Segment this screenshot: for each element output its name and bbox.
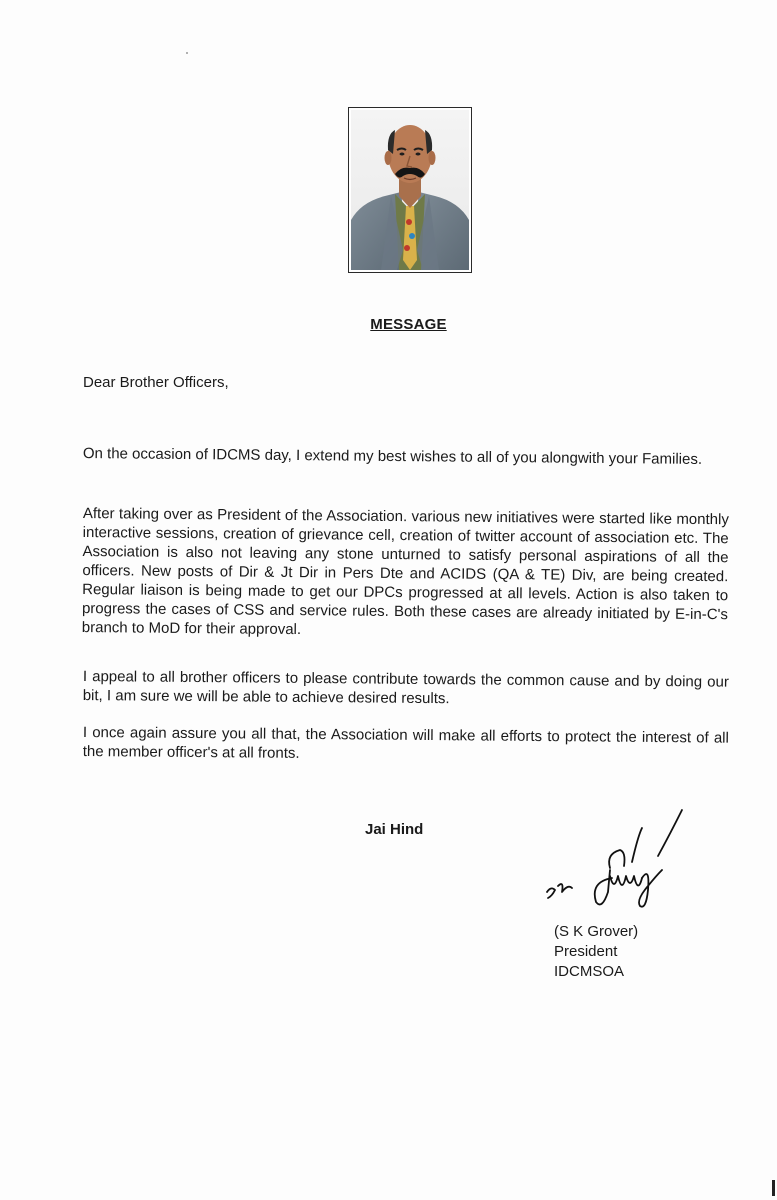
- salutation: Dear Brother Officers,: [83, 374, 229, 391]
- paragraph-assurance: I once again assure you all that, the Association will make all efforts to protect the interest of all the member officer's at all fronts.: [82, 723, 729, 762]
- scan-speck: [186, 52, 188, 54]
- portrait-image: [351, 110, 469, 270]
- message-heading: MESSAGE: [370, 316, 447, 333]
- handwritten-signature: [538, 806, 688, 920]
- scan-edge-mark: [772, 1180, 775, 1196]
- president-photo: [348, 107, 472, 273]
- paragraph-occasion: On the occasion of IDCMS day, I extend my best wishes to all of you alongwith your Families.: [82, 444, 703, 468]
- closing-jai-hind: Jai Hind: [365, 821, 424, 838]
- signatory-block: [554, 922, 638, 982]
- signatory-title: President: [554, 943, 618, 960]
- signatory-name: (S K Grover): [554, 923, 639, 940]
- paragraph-initiatives: After taking over as President of the Association. various new initiatives were started like monthly interactive sessions, creation of grievance cell, creation of twitter account of association etc. The Association is also not leaving any stone unturned to satisfy personal aspirations of all the officers. New posts of Dir & Jt Dir in Pers Dte and ACIDS (QA & TE) Div, are being created. Regular liaison is being made to get our DPCs progressed at all levels. Action is also taken to progress the cases of CSS and service rules. Both these cases are already initiated by E-in-C's branch to MoD for their approval.: [81, 504, 729, 639]
- paragraph-appeal: I appeal to all brother officers to please contribute towards the common cause and by doing our bit, I am sure we will be able to achieve desired results.: [82, 667, 729, 708]
- signatory-organization: IDCMSOA: [554, 963, 625, 980]
